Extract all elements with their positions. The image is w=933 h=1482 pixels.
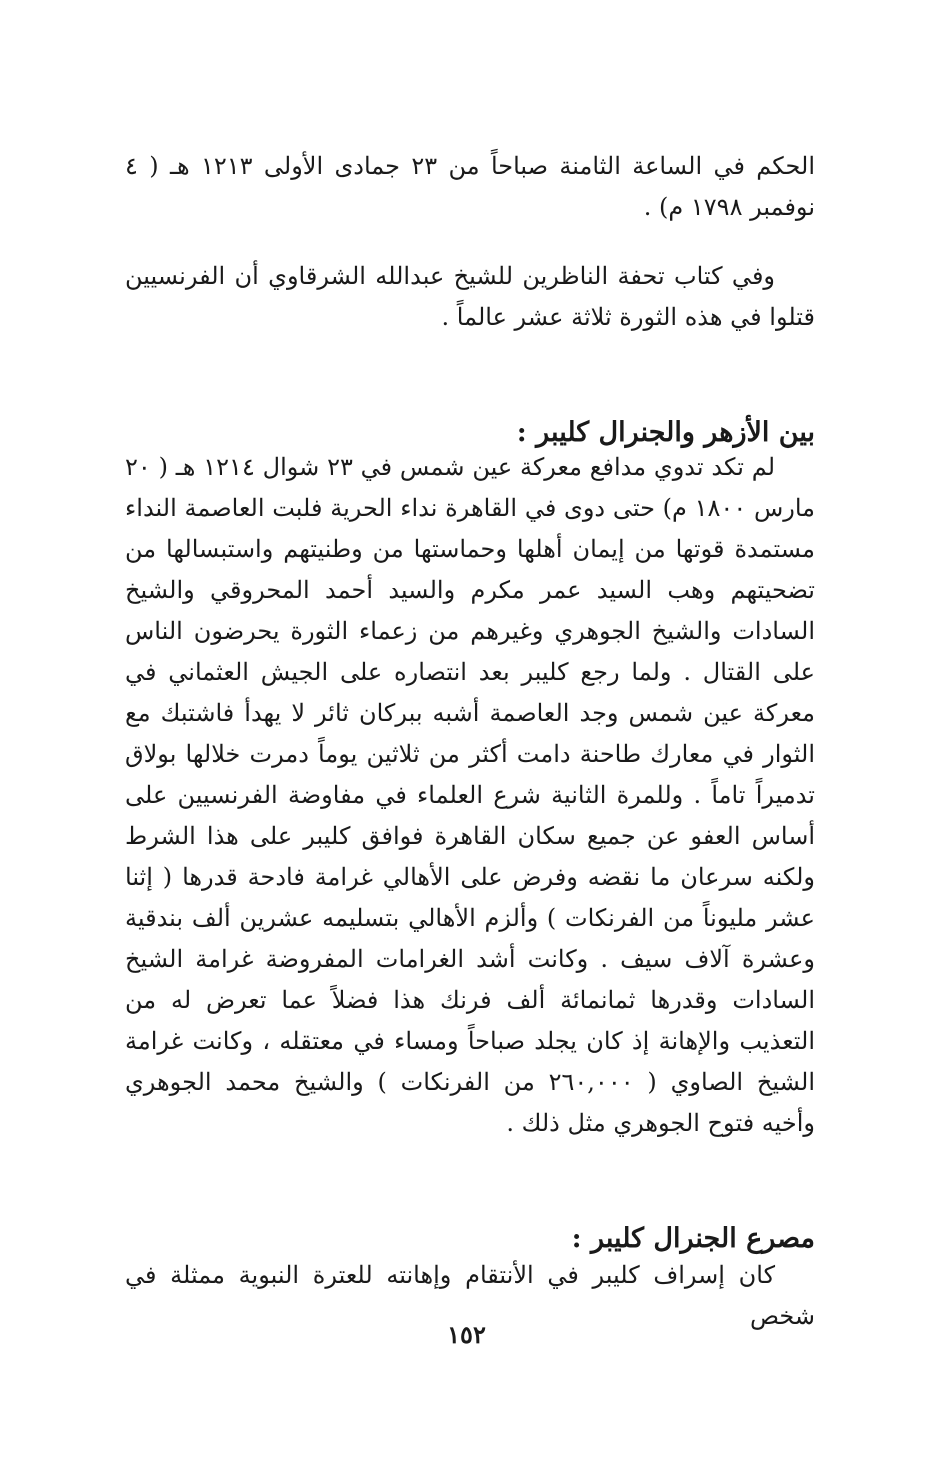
section-heading-azhar-kleber: بين الأزهر والجنرال كليبر : [516,417,815,449]
paragraph-azhar-kleber: لم تكد تدوي مدافع معركة عين شمس في ٢٣ شوال ١٢١٤ هـ ( ٢٠ مارس ١٨٠٠ م) حتى دوى في القاهرة نداء الحرية فلبت العاصمة النداء مستمدة قوتها من إيمان أهلها وحماستها من وطنيتهم واستبسالها من تضحيتهم وهب السيد عمر مكرم والسيد أحمد المحروقي والشيخ السادات والشيخ الجوهري وغيرهم من زعماء الثورة يحرضون الناس على القتال . ولما رجع كليبر بعد انتصاره على الجيش العثماني في معركة عين شمس وجد العاصمة أشبه ببركان ثائر لا يهدأ فاشتبك مع الثوار في معارك طاحنة دامت أكثر من ثلاثين يوماً دمرت خلالها بولاق تدميراً تاماً . وللمرة الثانية شرع العلماء في مفاوضة الفرنسيين على أساس العفو عن جميع سكان القاهرة فوافق كليبر على هذا الشرط ولكنه سرعان ما نقضه وفرض على الأهالي غرامة فادحة قدرها ( إثنا عشر مليوناً من الفرنكات ) وألزم الأهالي بتسليمه عشرين ألف بندقية وعشرة آلاف سيف . وكانت أشد الغرامات المفروضة غرامة الشيخ السادات وقدرها ثمانمائة ألف فرنك هذا فضلاً عما تعرض له من التعذيب والإهانة إذ كان يجلد صباحاً ومساء في معتقله ، وكانت غرامة الشيخ الصاوي ( ٢٦٠,٠٠٠ من الفرنكات ) والشيخ محمد الجوهري وأخيه فتوح الجوهري مثل ذلك . [125,453,815,1137]
page-number: ١٥٢ [447,1320,486,1349]
paragraph-intro-end: الحكم في الساعة الثامنة صباحاً من ٢٣ جمادى الأولى ١٢١٣ هـ ( ٤ نوفمبر ١٧٩٨ م) . [125,152,815,221]
paragraph-tuhfa: وفي كتاب تحفة الناظرين للشيخ عبدالله الشرقاوي أن الفرنسيين قتلوا في هذه الثورة ثلاثة عشر عالماً . [125,262,815,331]
paragraph-kleber-death: كان إسراف كليبر في الأنتقام وإهانته للعترة النبوية ممثلة في شخص [125,1261,815,1330]
section-heading-kleber-death: مصرع الجنرال كليبر : [571,1223,815,1255]
